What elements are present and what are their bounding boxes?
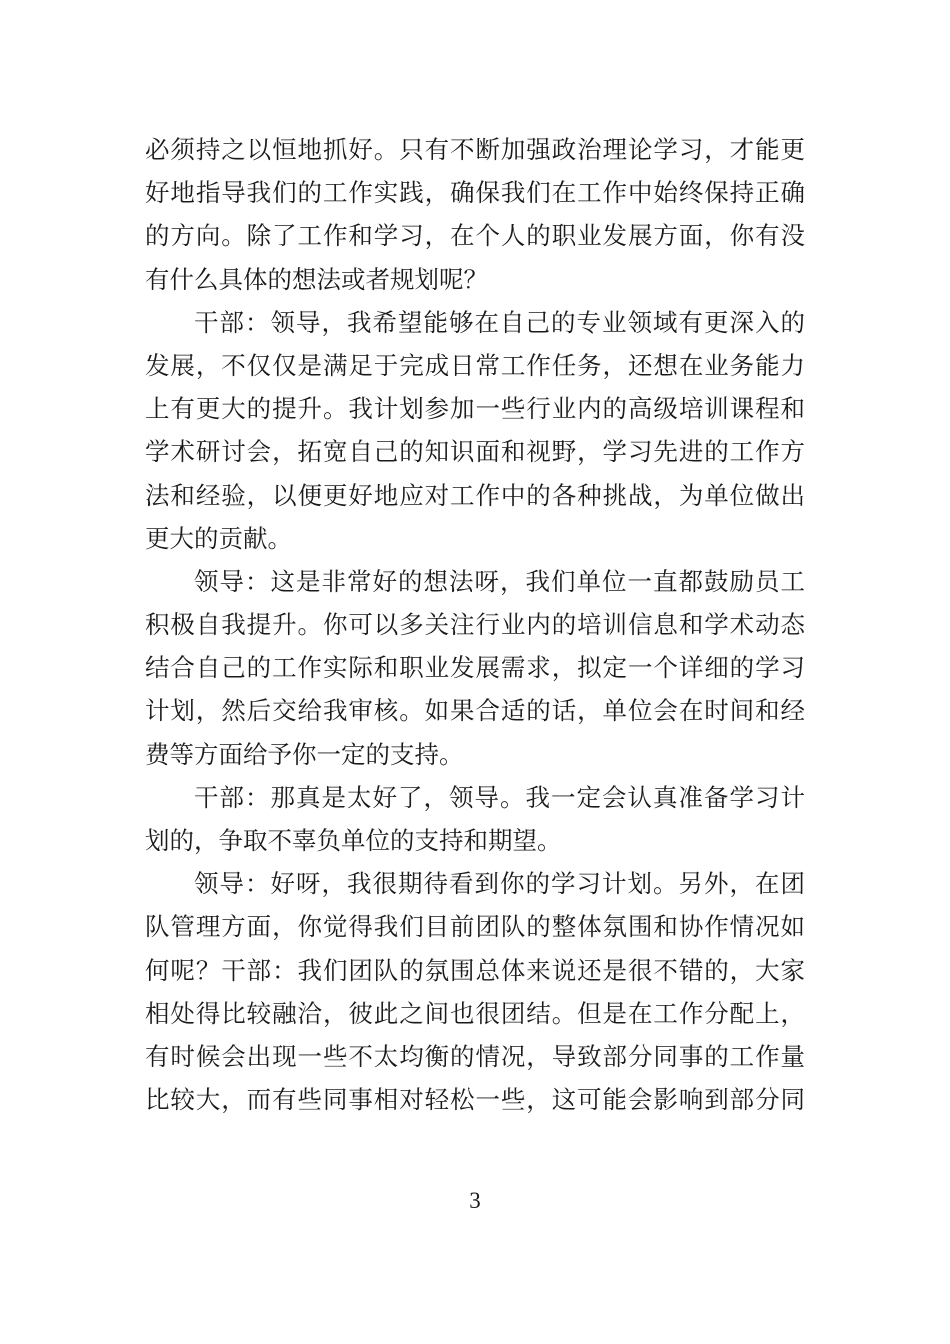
text-line: 积极自我提升。你可以多关注行业内的培训信息和学术动态 bbox=[145, 610, 805, 640]
text-line: 学术研讨会，拓宽自己的知识面和视野，学习先进的工作方 bbox=[145, 437, 805, 467]
text-line: 上有更大的提升。我计划参加一些行业内的高级培训课程和 bbox=[145, 394, 805, 424]
text-line: 法和经验，以便更好地应对工作中的各种挑战，为单位做出 bbox=[145, 480, 805, 510]
text-line: 有什么具体的想法或者规划呢？ bbox=[145, 264, 488, 294]
text-line: 的方向。除了工作和学习，在个人的职业发展方面，你有没 bbox=[145, 221, 805, 251]
text-line: 相处得比较融洽，彼此之间也很团结。但是在工作分配上， bbox=[145, 998, 805, 1028]
text-line: 干部：领导，我希望能够在自己的专业领域有更深入的 bbox=[194, 307, 805, 337]
text-line: 比较大，而有些同事相对轻松一些，这可能会影响到部分同 bbox=[145, 1085, 805, 1115]
body-text bbox=[145, 128, 805, 1121]
text-line: 队管理方面，你觉得我们目前团队的整体氛围和协作情况如 bbox=[145, 912, 805, 942]
text-line: 干部：那真是太好了，领导。我一定会认真准备学习计 bbox=[194, 782, 805, 812]
text-line: 好地指导我们的工作实践，确保我们在工作中始终保持正确 bbox=[145, 178, 805, 208]
text-line: 必须持之以恒地抓好。只有不断加强政治理论学习，才能更 bbox=[145, 135, 805, 164]
text-line: 有时候会出现一些不太均衡的情况，导致部分同事的工作量 bbox=[145, 1041, 805, 1071]
text-line: 计划，然后交给我审核。如果合适的话，单位会在时间和经 bbox=[145, 696, 805, 726]
text-line: 发展，不仅仅是满足于完成日常工作任务，还想在业务能力 bbox=[145, 350, 805, 380]
text-line: 费等方面给予你一定的支持。 bbox=[145, 739, 464, 769]
text-line: 何呢？干部：我们团队的氛围总体来说还是很不错的，大家 bbox=[145, 955, 805, 985]
text-line: 领导：好呀，我很期待看到你的学习计划。另外，在团 bbox=[194, 869, 805, 899]
text-line: 更大的贡献。 bbox=[145, 523, 292, 553]
text-line: 划的，争取不辜负单位的支持和期望。 bbox=[145, 826, 562, 855]
page-number: 3 bbox=[469, 1188, 481, 1213]
text-line: 领导：这是非常好的想法呀，我们单位一直都鼓励员工 bbox=[194, 566, 805, 596]
text-line: 结合自己的工作实际和职业发展需求，拟定一个详细的学习 bbox=[145, 653, 805, 683]
